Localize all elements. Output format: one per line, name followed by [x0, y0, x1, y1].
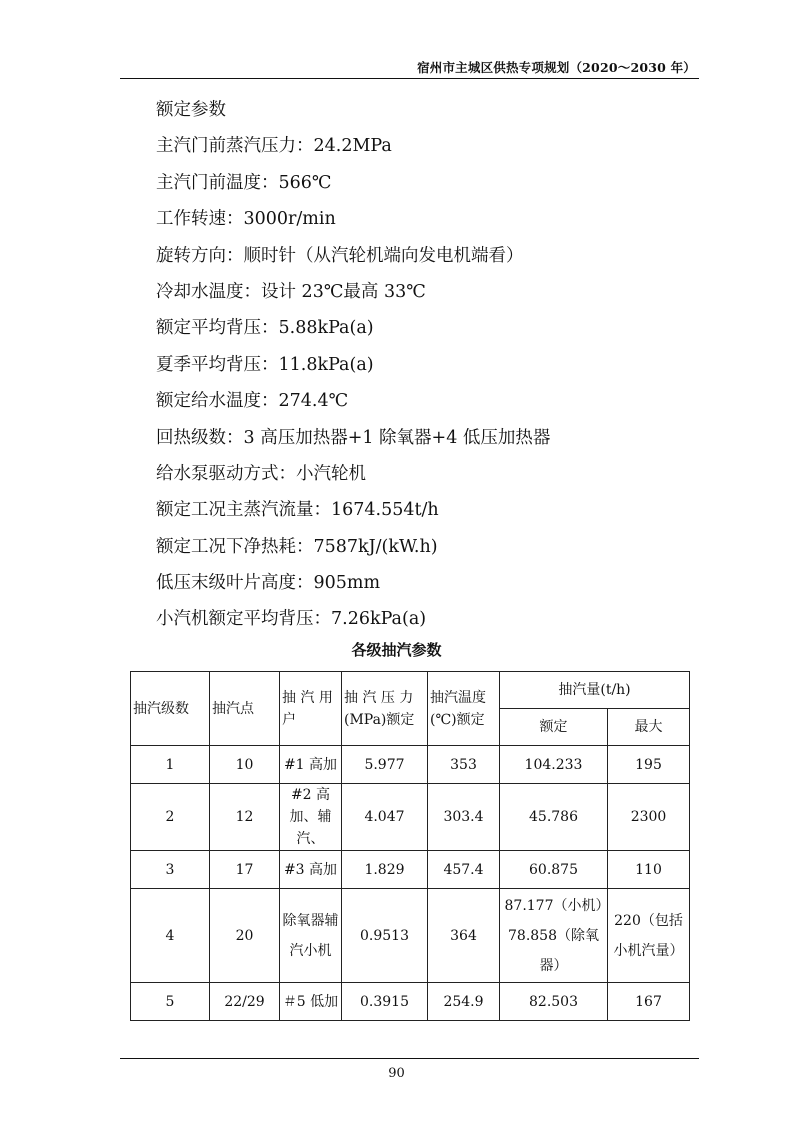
param-line: 额定工况下净热耗：7587kJ/(kW.h) — [156, 536, 438, 557]
cell-user: 除氧器辅汽小机 — [280, 889, 342, 983]
header-rule — [120, 78, 699, 79]
cell-point: 10 — [210, 746, 280, 784]
cell-user: #3 高加 — [280, 851, 342, 889]
table-row — [131, 983, 690, 1021]
cell-flow-rated: 82.503 — [500, 983, 608, 1021]
header-user: 抽 汽 用 户 — [280, 672, 342, 746]
param-line: 小汽机额定平均背压：7.26kPa(a) — [156, 609, 427, 630]
table-row — [131, 889, 690, 983]
cell-flow-max: 2300 — [608, 784, 690, 851]
cell-pressure: 1.829 — [342, 851, 428, 889]
cell-temperature: 303.4 — [428, 784, 500, 851]
table-row — [131, 784, 690, 851]
cell-stage: 5 — [131, 983, 210, 1021]
cell-temperature: 254.9 — [428, 983, 500, 1021]
table-row — [131, 746, 690, 784]
param-line: 低压末级叶片高度：905mm — [156, 573, 381, 594]
param-heading: 额定参数 — [156, 100, 226, 120]
header-flow: 抽汽量(t/h) — [500, 672, 690, 709]
cell-temperature: 353 — [428, 746, 500, 784]
cell-point: 20 — [210, 889, 280, 983]
cell-stage: 1 — [131, 746, 210, 784]
cell-flow-max: 110 — [608, 851, 690, 889]
header-temperature: 抽汽温度 (℃)额定 — [428, 672, 500, 746]
table-caption: 各级抽汽参数 — [351, 641, 442, 659]
header-point: 抽汽点 — [210, 672, 280, 746]
extraction-steam-table — [130, 671, 690, 1021]
cell-flow-rated: 104.233 — [500, 746, 608, 784]
cell-stage: 3 — [131, 851, 210, 889]
param-line: 冷却水温度：设计 23℃最高 33℃ — [156, 281, 426, 302]
cell-flow-rated: 60.875 — [500, 851, 608, 889]
cell-user: #2 高加、辅汽、 — [280, 784, 342, 851]
rated-parameters-list — [156, 92, 550, 638]
header-pressure: 抽 汽 压 力 (MPa)额定 — [342, 672, 428, 746]
param-line: 主汽门前温度：566℃ — [156, 172, 332, 193]
param-line: 回热级数：3 高压加热器+1 除氧器+4 低压加热器 — [156, 427, 551, 448]
cell-pressure: 5.977 — [342, 746, 428, 784]
param-line: 主汽门前蒸汽压力：24.2MPa — [156, 136, 392, 157]
cell-pressure: 0.9513 — [342, 889, 428, 983]
param-line: 额定给水温度：274.4℃ — [156, 391, 349, 412]
cell-point: 17 — [210, 851, 280, 889]
header-flow-rated: 额定 — [500, 709, 608, 746]
param-line: 给水泵驱动方式：小汽轮机 — [156, 463, 366, 484]
cell-stage: 2 — [131, 784, 210, 851]
param-line: 旋转方向：顺时针（从汽轮机端向发电机端看） — [156, 245, 524, 266]
cell-pressure: 4.047 — [342, 784, 428, 851]
cell-user: #1 高加 — [280, 746, 342, 784]
param-line: 额定平均背压：5.88kPa(a) — [156, 318, 374, 339]
param-line: 额定工况主蒸汽流量：1674.554t/h — [156, 500, 439, 521]
cell-flow-max: 195 — [608, 746, 690, 784]
cell-flow-max: 167 — [608, 983, 690, 1021]
footer-rule — [120, 1058, 699, 1059]
cell-flow-rated: 45.786 — [500, 784, 608, 851]
cell-flow-rated: 87.177（小机）78.858（除氧器） — [500, 889, 608, 983]
cell-point: 12 — [210, 784, 280, 851]
param-line: 夏季平均背压：11.8kPa(a) — [156, 354, 374, 375]
cell-stage: 4 — [131, 889, 210, 983]
cell-temperature: 364 — [428, 889, 500, 983]
param-line: 工作转速：3000r/min — [156, 209, 336, 230]
header-stage: 抽汽级数 — [131, 672, 210, 746]
cell-point: 22/29 — [210, 983, 280, 1021]
cell-temperature: 457.4 — [428, 851, 500, 889]
cell-pressure: 0.3915 — [342, 983, 428, 1021]
table-row — [131, 851, 690, 889]
page-number: 90 — [388, 1066, 405, 1081]
header-title: 宿州市主城区供热专项规划（2020～2030 年） — [417, 60, 696, 75]
cell-flow-max: 220（包括小机汽量） — [608, 889, 690, 983]
header-flow-max: 最大 — [608, 709, 690, 746]
cell-user: ＃5 低加 — [280, 983, 342, 1021]
